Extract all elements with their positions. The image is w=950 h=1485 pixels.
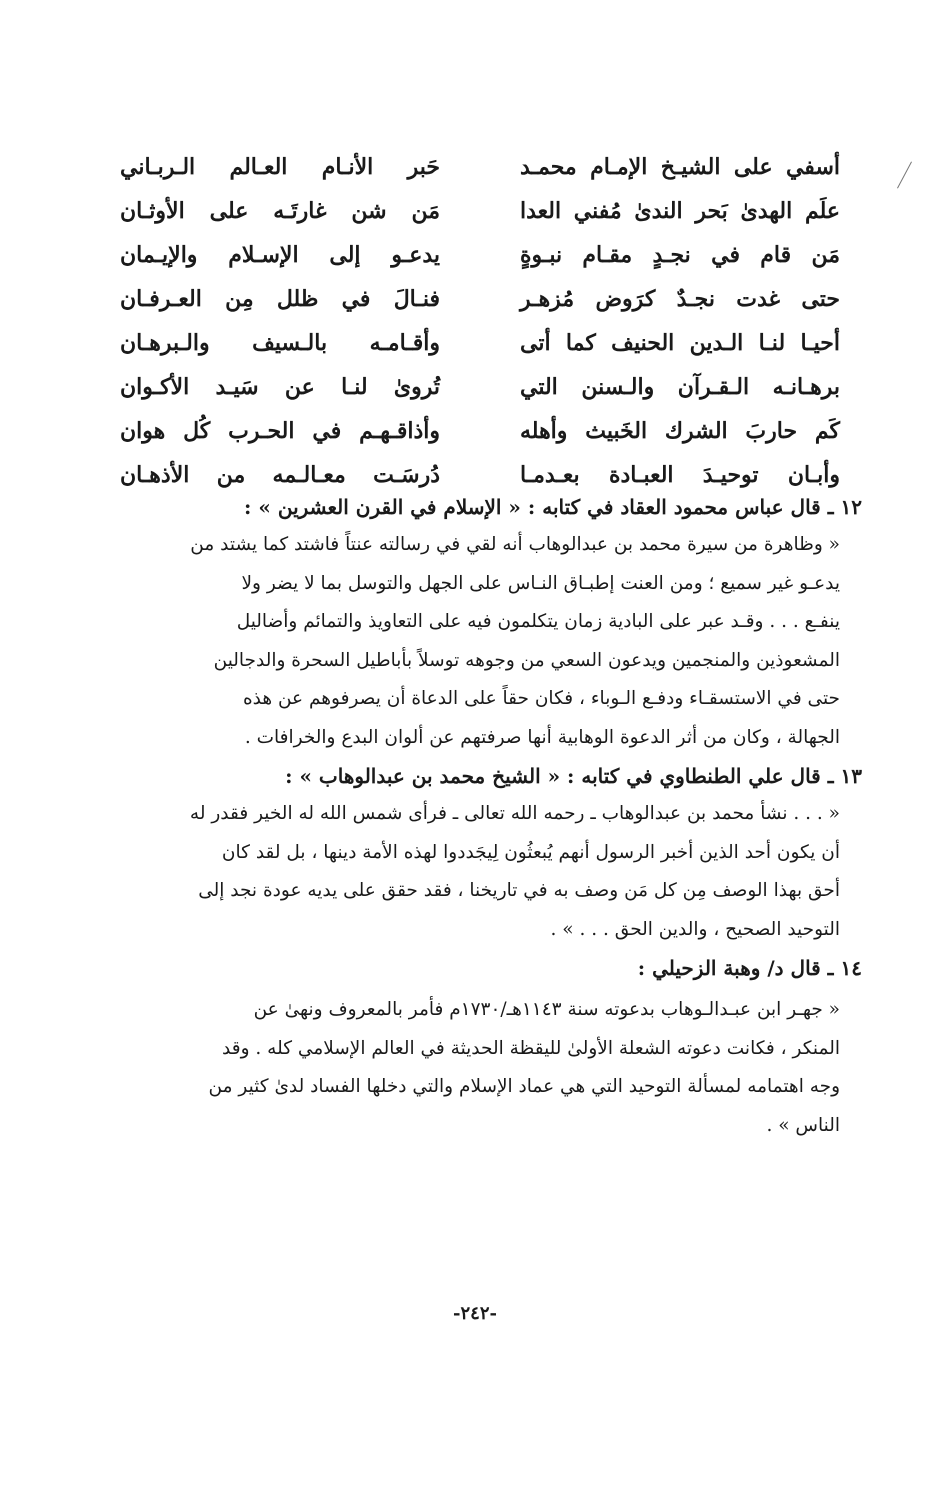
text-line: حتى في الاستسقـاء ودفـع الـوباء ، فكان حقاً على الدعاة أن يصرفوهم عن هذه <box>242 688 840 709</box>
hemistich-second: تُروىٰ لنـا عن سَيـد الأكـوان <box>120 374 440 400</box>
text-line: وجه اهتمامه لمسألة التوحيد التي هي عماد الإسلام والتي دخلها الفساد لدىٰ كثير من <box>208 1076 840 1097</box>
text-line: « جهـر ابن عبـدالـوهاب بدعوته سنة ١١٤٣هـ/١٧٣٠م فأمر بالمعروف ونهىٰ عن <box>253 999 840 1020</box>
poem <box>120 145 840 497</box>
text-line: الناس » . <box>766 1114 840 1136</box>
quote-block-14 <box>118 991 840 1145</box>
hemistich-second: دُرسَـت معـالـمه من الأذهـان <box>120 462 440 488</box>
text-line: أحق بهذا الوصف مِن كل مَن وصف به في تاريخنا ، فقد حقق على يديه عودة نجد إلى <box>198 880 840 901</box>
poem-verse <box>120 145 840 189</box>
poem-verse <box>120 189 840 233</box>
hemistich-first: برهـانـه الـقـرآن والـسنن التي <box>520 374 840 400</box>
text-line: « وظاهرة من سيرة محمد بن عبدالوهاب أنه لقي في رسالته عنتاً فاشتد كما يشتد من <box>190 534 840 555</box>
poem-verse <box>120 321 840 365</box>
hemistich-first: علَم الهدىٰ بَحر الندىٰ مُفني العدا <box>520 198 840 224</box>
text-line: ينفـع . . . وقـد عبر على البادية زمان يتكلمون فيه على التعاويذ والتمائم وأضاليل <box>236 611 840 632</box>
hemistich-second: فنـالَ في ظلل مِن العـرفـان <box>120 286 440 312</box>
poem-verse <box>120 409 840 453</box>
poem-verse <box>120 233 840 277</box>
section-heading-13: ١٣ ـ قال علي الطنطاوي في كتابه : « الشيخ محمد بن عبدالوهاب » : <box>285 764 862 788</box>
text-line: المشعوذين والمنجمين ويدعون السعي من وجوهه توسلاً بأباطيل السحرة والدجالين <box>213 649 840 671</box>
hemistich-first: أسفي على الشيـخ الإمـام محمـد <box>520 154 840 180</box>
text-line: المنكر ، فكانت دعوته الشعلة الأولىٰ لليقظة الحديثة في العالم الإسلامي كله . وقد <box>222 1037 840 1059</box>
poem-verse <box>120 365 840 409</box>
text-line: يدعـو غير سميع ؛ ومن العنت إطبـاق النـاس على الجهل والتوسل بما لا يضر ولا <box>241 572 840 594</box>
text-line: « . . . نشأ محمد بن عبدالوهاب ـ رحمه الله تعالى ـ فرأى شمس الله له الخير فقدر له <box>189 803 840 824</box>
hemistich-second: وأذاقـهـم في الحـرب كُل هوان <box>120 418 440 444</box>
text-line: الجهالة ، وكان من أثر الدعوة الوهابية أنها صرفتهم عن ألوان البدع والخرافات . <box>244 726 840 748</box>
hemistich-second: حَبر الأنـام العـالم الـربـاني <box>120 154 440 180</box>
text-line: أن يكون أحد الذين أخبر الرسول أنهم يُبعثُون لِيجَددوا لهذه الأمة دينها ، بل لقد كان <box>221 841 840 863</box>
hemistich-first: مَن قام في نجـدٍ مقـام نبـوةٍ <box>520 242 840 268</box>
quote-block-13 <box>118 795 840 949</box>
section-heading-12: ١٢ ـ قال عباس محمود العقاد في كتابه : « الإسلام في القرن العشرين » : <box>244 495 862 519</box>
text-line: التوحيد الصحيح ، والدين الحق . . . » . <box>550 918 840 940</box>
margin-mark <box>897 162 912 189</box>
hemistich-second: مَن شن غارتَـه على الأوثـان <box>120 198 440 224</box>
hemistich-first: حتى غدت نجـدٌ كرَوض مُزهـر <box>520 286 840 312</box>
hemistich-second: يدعـو إلى الإسـلام والإيـمان <box>120 242 440 268</box>
page-number: -٢٤٢- <box>453 1303 497 1324</box>
main-text <box>118 488 862 1145</box>
hemistich-first: وأبـان توحيـدَ العبـادة بعـدمـا <box>520 462 840 488</box>
quote-block-12 <box>118 526 840 757</box>
hemistich-second: وأقـامـه بالـسيف والـبرهـان <box>120 330 440 356</box>
poem-verse <box>120 277 840 321</box>
section-heading-14: ١٤ ـ قال د/ وهبة الزحيلي : <box>637 956 862 980</box>
hemistich-first: كَم حاربَ الشرك الخَبيث وأهله <box>520 418 840 444</box>
hemistich-first: أحيـا لنـا الـدين الحنيف كما أتى <box>520 330 840 356</box>
